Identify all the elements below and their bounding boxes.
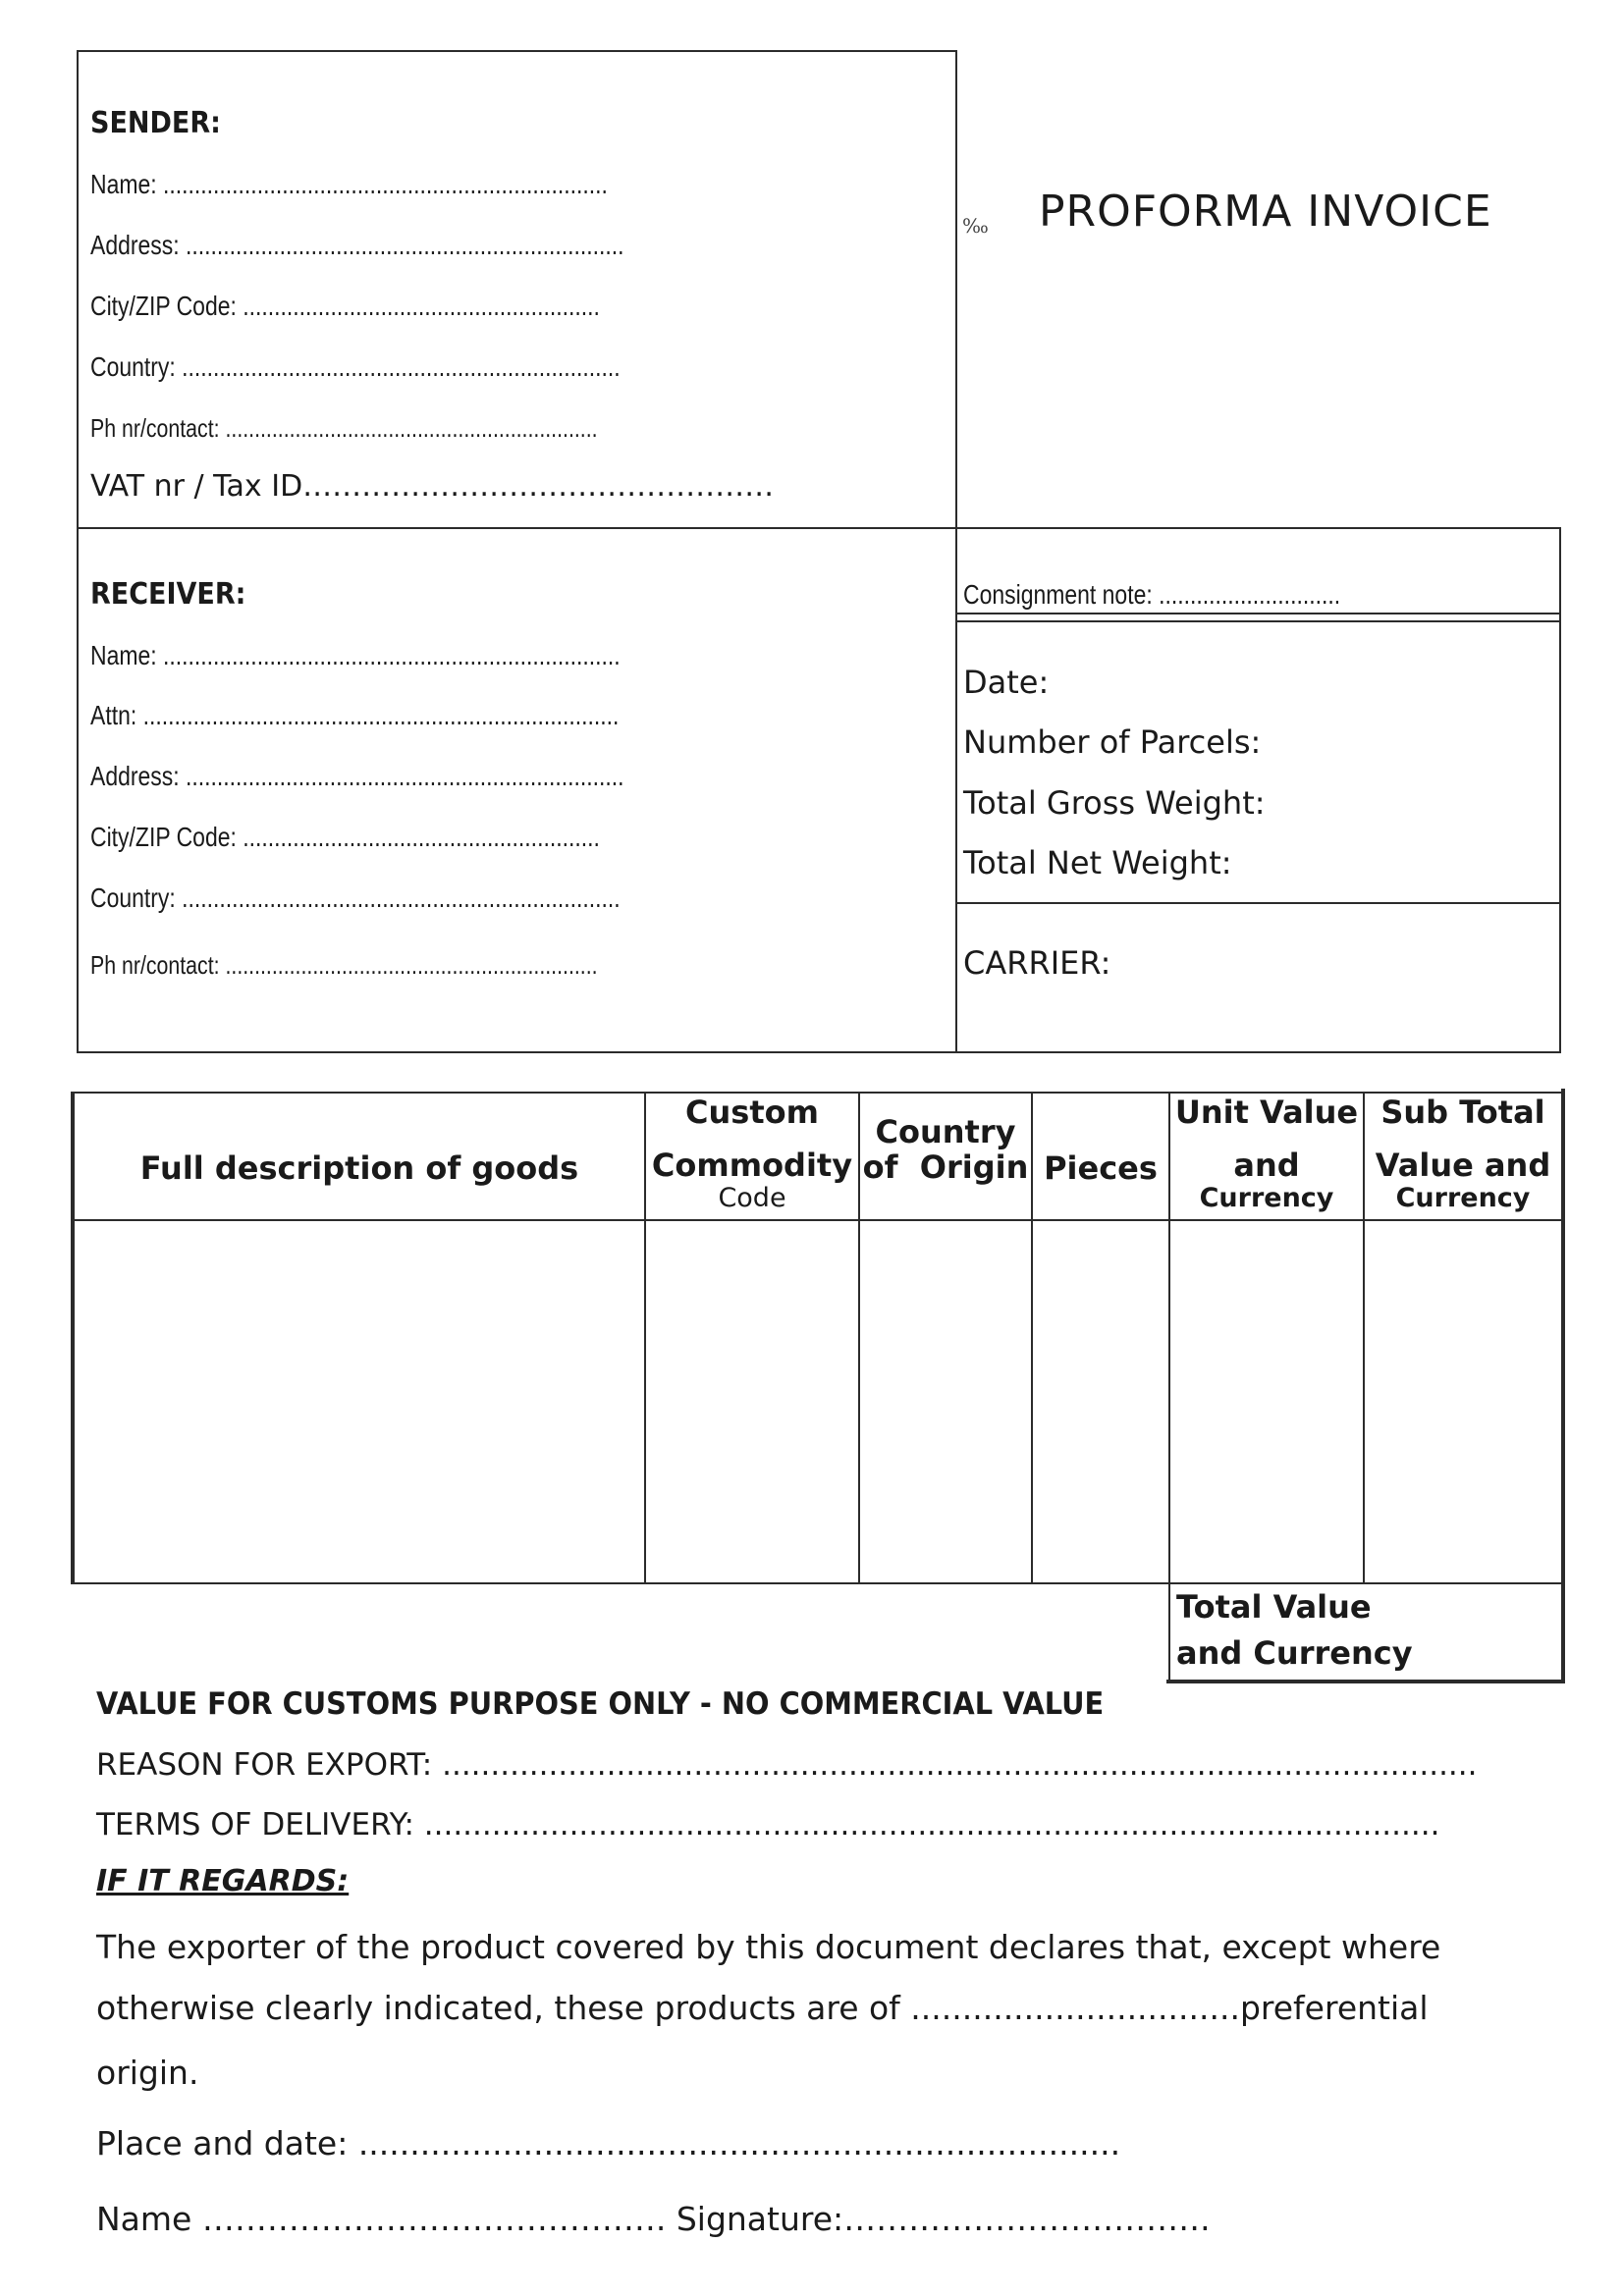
customs-notice: VALUE FOR CUSTOMS PURPOSE ONLY - NO COMMERCIAL VALUE [96, 1686, 1105, 1722]
header-unit-line3: Currency [1199, 1183, 1334, 1213]
sender-box-left [77, 50, 79, 1053]
header-custom-line2: Commodity [651, 1147, 853, 1184]
sender-vat-field[interactable]: VAT nr / Tax ID………………………………………… [90, 469, 775, 504]
header-pieces [1033, 1149, 1168, 1187]
receiver-city-field[interactable]: City/ZIP Code: ......................................................... [90, 822, 600, 852]
receiver-phone-field[interactable]: Ph nr/contact: ................................................................ [90, 950, 598, 980]
header-sub-line1: Sub Total [1380, 1094, 1545, 1131]
place-and-date-field[interactable]: Place and date: .......................................................................... [96, 2124, 1121, 2163]
cell-commodity-code[interactable] [646, 1221, 858, 1582]
receiver-country-field[interactable]: Country: ...................................................................... [90, 882, 621, 913]
consignment-note-field[interactable]: Consignment note: ............................. [963, 579, 1341, 610]
header-unit-line1: Unit Value [1174, 1094, 1359, 1131]
receiver-heading: RECEIVER: [90, 577, 246, 612]
header-sub-total [1365, 1096, 1561, 1211]
carrier-label: CARRIER: [963, 944, 1111, 982]
header-custom-line1: Custom [685, 1094, 819, 1131]
receiver-address-field[interactable]: Address: ...................................................................... [90, 761, 624, 791]
table-right-edge [1561, 1089, 1565, 1683]
terms-of-delivery-field[interactable]: TERMS OF DELIVERY: ......................................................................................................... [96, 1807, 1440, 1842]
cell-origin[interactable] [860, 1221, 1031, 1582]
declaration-line3: origin. [96, 2054, 199, 2092]
parcels-label: Number of Parcels: [963, 723, 1262, 761]
receiver-attn-field[interactable]: Attn: ............................................................................ [90, 700, 620, 730]
consignment-divider-b [955, 620, 1561, 622]
header-pieces-text: Pieces [1044, 1149, 1158, 1187]
header-description [75, 1149, 644, 1187]
header-unit-line2: and [1233, 1147, 1300, 1184]
name-signature-field[interactable]: Name ……………………………………. Signature:……………………………. [96, 2200, 1211, 2238]
sender-name-field[interactable]: Name: ....................................................................... [90, 169, 608, 199]
reason-for-export-field[interactable]: REASON FOR EXPORT: ........................................................................................................... [96, 1747, 1478, 1783]
cell-pieces[interactable] [1033, 1221, 1168, 1582]
header-sub-line3: Currency [1395, 1183, 1531, 1213]
header-sub-line2: Value and [1375, 1147, 1551, 1184]
date-label: Date: [963, 664, 1050, 701]
table-bottom [71, 1582, 1565, 1584]
sender-box-top [77, 50, 956, 52]
sender-country-field[interactable]: Country: ...................................................................... [90, 351, 621, 382]
header-custom-line3: Code [718, 1183, 786, 1213]
sender-receiver-divider [77, 527, 1561, 529]
gross-weight-label: Total Gross Weight: [963, 784, 1266, 822]
regards-heading: IF IT REGARDS: [96, 1864, 350, 1898]
sender-heading: SENDER: [90, 106, 221, 140]
declaration-line1: The exporter of the product covered by this document declares that, except where [96, 1928, 1441, 1966]
consignment-divider-a [955, 613, 1561, 614]
document-title: PROFORMA INVOICE [1039, 187, 1492, 237]
declaration-line2[interactable]: otherwise clearly indicated, these products are of ................................preferential [96, 1989, 1429, 2027]
cell-unit-value[interactable] [1170, 1221, 1363, 1582]
header-origin-line1: Country [875, 1113, 1016, 1150]
header-description-text: Full description of goods [139, 1149, 579, 1187]
header-custom-code [646, 1096, 858, 1211]
receiver-name-field[interactable]: Name: ......................................................................... [90, 640, 621, 670]
total-box-bottom [1166, 1680, 1565, 1683]
cell-sub-total[interactable] [1365, 1221, 1561, 1582]
net-weight-label: Total Net Weight: [963, 844, 1232, 881]
top-frame-bottom [77, 1051, 1561, 1053]
sender-city-field[interactable]: City/ZIP Code: ......................................................... [90, 291, 600, 321]
sender-phone-field[interactable]: Ph nr/contact: ................................................................ [90, 413, 598, 443]
header-origin [860, 1113, 1031, 1186]
cell-description[interactable] [75, 1221, 644, 1582]
header-origin-line2: of Origin [862, 1148, 1029, 1186]
header-unit-value [1170, 1096, 1363, 1211]
total-value-line2: and Currency [1176, 1634, 1413, 1672]
total-value-line1: Total Value [1176, 1588, 1372, 1626]
permille-mark: ‰ [962, 214, 989, 238]
sender-address-field[interactable]: Address: ...................................................................... [90, 230, 624, 260]
right-box-edge [1559, 527, 1561, 1053]
carrier-divider [955, 902, 1561, 904]
